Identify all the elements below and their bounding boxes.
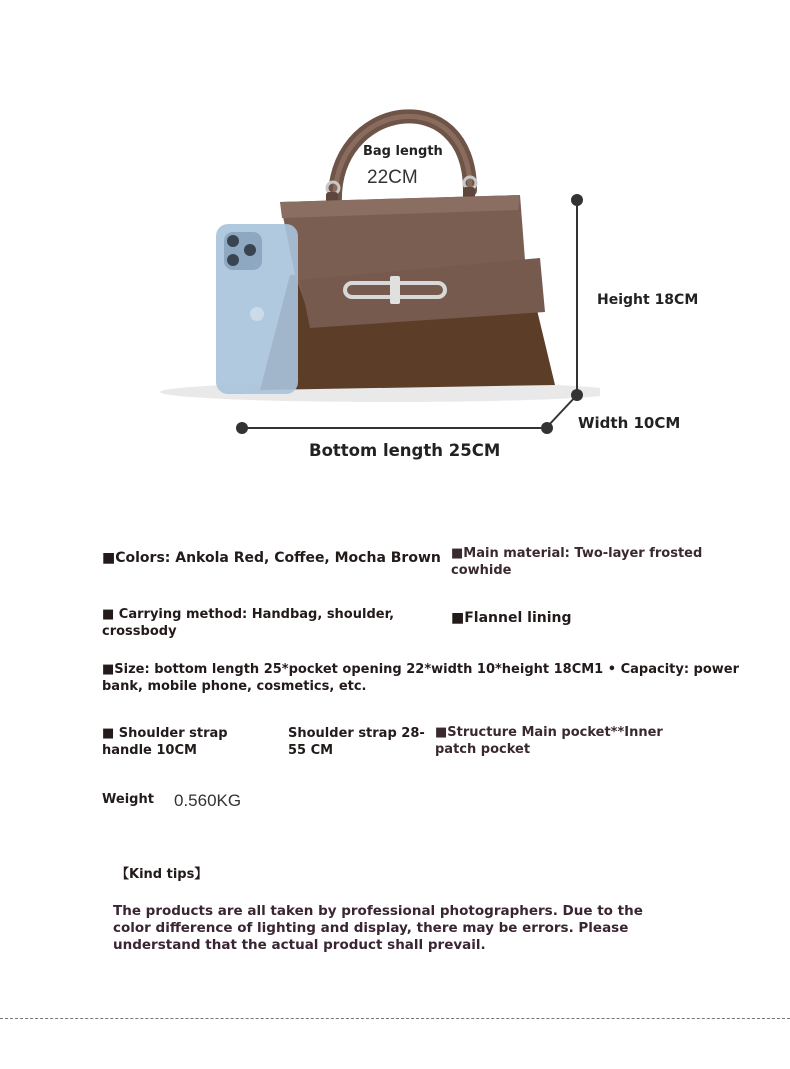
bag-length-label: Bag length	[363, 144, 443, 159]
bag-length-value: 22CM	[367, 167, 418, 188]
spec-weight-label: Weight	[102, 792, 154, 807]
height-label: Height 18CM	[597, 292, 699, 308]
tips-body: The products are all taken by professional photographers. Due to the color difference of lighting and display, there may be errors. Please understand that the actual product shall prevail.	[113, 903, 643, 953]
spec-size: ■Size: bottom length 25*pocket opening 22*width 10*height 18CM1 • Capacity: power bank, mobile phone, cosmetics, etc.	[102, 662, 740, 694]
spec-strap: Shoulder strap 28-55 CM	[288, 726, 425, 758]
dimension-lines	[230, 190, 590, 440]
spec-colors: ■Colors: Ankola Red, Coffee, Mocha Brown	[102, 550, 441, 566]
spec-material: ■Main material: Two-layer frosted cowhide	[451, 546, 703, 578]
spec-handle: ■ Shoulder strap handle 10CM	[102, 726, 228, 758]
spec-lining: ■Flannel lining	[451, 610, 572, 626]
spec-weight-value: 0.560KG	[174, 791, 242, 810]
bottom-length-label: Bottom length 25CM	[309, 441, 501, 460]
spec-structure: ■Structure Main pocket**Inner patch pocket	[435, 725, 663, 757]
divider	[0, 1018, 790, 1019]
width-label: Width 10CM	[578, 414, 681, 432]
spec-carrying: ■ Carrying method: Handbag, shoulder, crossbody	[102, 607, 395, 639]
tips-title: 【Kind tips】	[116, 867, 208, 882]
